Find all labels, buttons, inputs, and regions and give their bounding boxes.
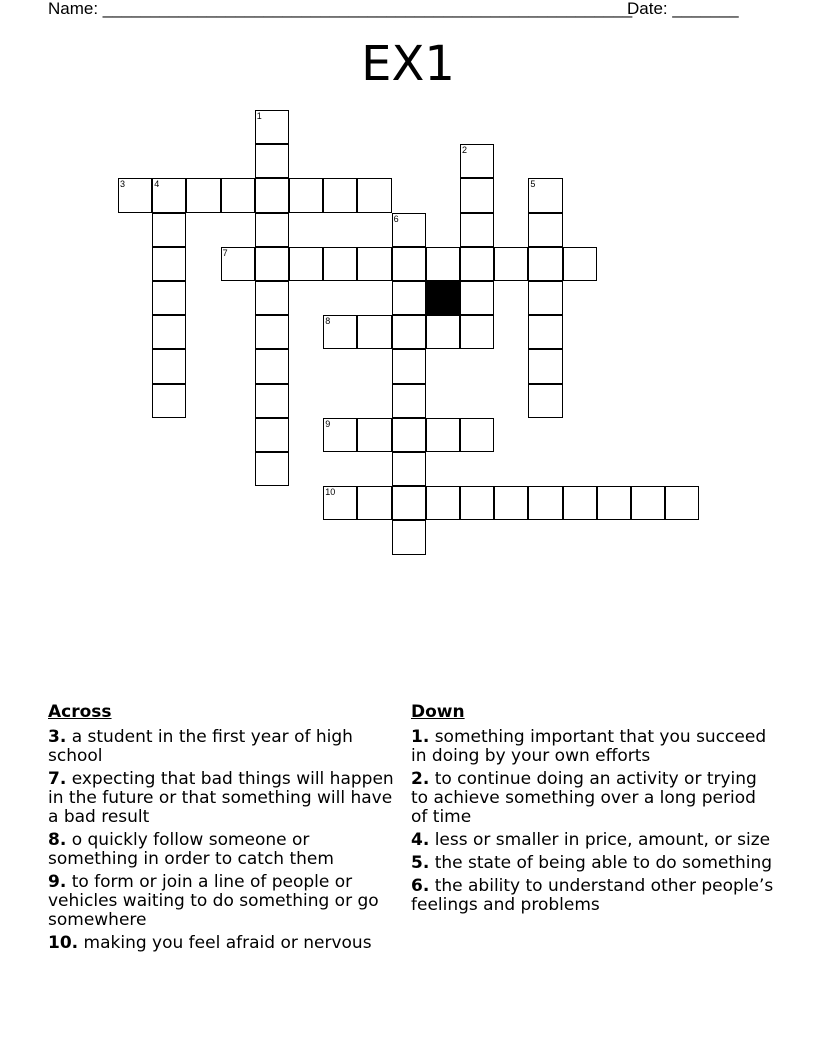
- crossword-cell[interactable]: [528, 486, 562, 520]
- crossword-cell[interactable]: [323, 418, 357, 452]
- crossword-cell[interactable]: [460, 315, 494, 349]
- crossword-cell[interactable]: [528, 213, 562, 247]
- crossword-cell[interactable]: [221, 178, 255, 212]
- crossword-cell[interactable]: [186, 178, 220, 212]
- crossword-cell[interactable]: [392, 349, 426, 383]
- crossword-cell[interactable]: [528, 247, 562, 281]
- clue-number: 6: [393, 213, 399, 224]
- clue-item-text: to form or join a line of people or vehicles waiting to do something or go somewhere: [48, 872, 379, 930]
- clue-item-text: something important that you succeed in doing by your own efforts: [411, 727, 767, 766]
- clue-item-number: 6.: [411, 876, 430, 896]
- crossword-cell[interactable]: [323, 315, 357, 349]
- crossword-cell[interactable]: [255, 281, 289, 315]
- crossword-cell[interactable]: [357, 315, 391, 349]
- clue-item-text: a student in the first year of high school: [48, 727, 353, 766]
- crossword-cell[interactable]: [528, 178, 562, 212]
- crossword-cell[interactable]: [255, 452, 289, 486]
- crossword-cell[interactable]: [152, 213, 186, 247]
- clue-item-number: 5.: [411, 853, 430, 873]
- date-field[interactable]: Date: _______: [627, 0, 739, 18]
- crossword-cell[interactable]: [357, 486, 391, 520]
- down-clues: [411, 703, 776, 919]
- clue-number: 9: [325, 418, 331, 429]
- crossword-cell[interactable]: [392, 281, 426, 315]
- crossword-cell[interactable]: [494, 247, 528, 281]
- crossword-cell[interactable]: [255, 110, 289, 144]
- clue-number: 1: [256, 111, 262, 121]
- clue-number: 8: [325, 316, 331, 327]
- clue-item-number: 7.: [48, 769, 67, 789]
- clue-item-text: less or smaller in price, amount, or size: [434, 830, 771, 850]
- across-clues: [48, 703, 403, 957]
- clue-item-number: 10.: [48, 933, 79, 953]
- clue-item-text: o quickly follow someone or something in order to catch them: [48, 830, 334, 869]
- clue-item: [411, 728, 776, 766]
- clue-item-text: to continue doing an activity or trying to achieve something over a long period of time: [411, 769, 757, 827]
- clue-item: [48, 873, 403, 930]
- crossword-cell[interactable]: [631, 486, 665, 520]
- crossword-cell[interactable]: [221, 247, 255, 281]
- crossword-cell[interactable]: [357, 418, 391, 452]
- clue-item: [411, 854, 776, 873]
- crossword-cell[interactable]: [289, 247, 323, 281]
- clue-item: [411, 770, 776, 827]
- crossword-black-square: [426, 281, 460, 315]
- clue-item-number: 1.: [411, 727, 430, 747]
- crossword-cell[interactable]: [255, 315, 289, 349]
- clue-number: 2: [462, 145, 468, 156]
- clue-item-text: making you feel afraid or nervous: [83, 933, 372, 953]
- clue-item-number: 9.: [48, 872, 67, 892]
- crossword-cell[interactable]: [255, 384, 289, 418]
- crossword-cell[interactable]: [528, 384, 562, 418]
- crossword-cell[interactable]: [528, 281, 562, 315]
- clue-number: 5: [530, 179, 536, 190]
- crossword-cell[interactable]: [323, 247, 357, 281]
- crossword-cell[interactable]: [255, 349, 289, 383]
- clue-item: [48, 728, 403, 766]
- clue-item-text: expecting that bad things will happen in the future or that something will have a bad result: [48, 769, 394, 827]
- name-field[interactable]: Name: ________________________________________________________: [48, 0, 633, 18]
- crossword-cell[interactable]: [460, 418, 494, 452]
- crossword-cell[interactable]: [460, 247, 494, 281]
- crossword-cell[interactable]: [426, 247, 460, 281]
- crossword-cell[interactable]: [426, 418, 460, 452]
- crossword-cell[interactable]: [118, 178, 152, 212]
- crossword-cell[interactable]: [426, 315, 460, 349]
- crossword-cell[interactable]: [152, 349, 186, 383]
- crossword-cell[interactable]: [528, 315, 562, 349]
- crossword-cell[interactable]: [597, 486, 631, 520]
- crossword-cell[interactable]: [460, 178, 494, 212]
- clue-item-text: the state of being able to do something: [434, 853, 773, 873]
- crossword-cell[interactable]: [563, 486, 597, 520]
- crossword-cell[interactable]: [152, 178, 186, 212]
- crossword-cell[interactable]: [392, 384, 426, 418]
- crossword-cell[interactable]: [323, 178, 357, 212]
- clue-number: 7: [222, 247, 228, 258]
- crossword-cell[interactable]: [255, 247, 289, 281]
- crossword-cell[interactable]: [563, 247, 597, 281]
- crossword-cell[interactable]: [152, 247, 186, 281]
- crossword-cell[interactable]: [392, 247, 426, 281]
- down-heading: Down: [411, 702, 465, 722]
- crossword-cell[interactable]: [392, 418, 426, 452]
- crossword-cell[interactable]: [323, 486, 357, 520]
- crossword-cell[interactable]: [494, 486, 528, 520]
- crossword-cell[interactable]: [665, 486, 699, 520]
- across-heading: Across: [48, 702, 112, 722]
- crossword-cell[interactable]: [460, 213, 494, 247]
- clue-item: [48, 831, 403, 869]
- crossword-cell[interactable]: [255, 418, 289, 452]
- clue-item: [411, 877, 776, 915]
- crossword-cell[interactable]: [392, 520, 426, 554]
- clue-item: [48, 770, 403, 827]
- clue-item-number: 2.: [411, 769, 430, 789]
- clue-number: 10: [325, 487, 336, 498]
- crossword-cell[interactable]: [357, 178, 391, 212]
- crossword-cell[interactable]: [357, 247, 391, 281]
- clue-item-text: the ability to understand other people’s feelings and problems: [411, 876, 774, 915]
- crossword-cell[interactable]: [392, 486, 426, 520]
- crossword-cell[interactable]: [392, 315, 426, 349]
- crossword-cell[interactable]: [255, 144, 289, 178]
- clue-item: [411, 831, 776, 850]
- crossword-cell[interactable]: [426, 486, 460, 520]
- crossword-cell[interactable]: [460, 144, 494, 178]
- clue-number: 3: [120, 179, 126, 190]
- clue-item-number: 4.: [411, 830, 430, 850]
- crossword-cell[interactable]: [255, 178, 289, 212]
- crossword-cell[interactable]: [289, 178, 323, 212]
- crossword-cell[interactable]: [460, 281, 494, 315]
- crossword-cell[interactable]: [152, 384, 186, 418]
- clue-number: 4: [154, 179, 160, 190]
- puzzle-title: EX1: [361, 36, 455, 92]
- clue-item-number: 8.: [48, 830, 67, 850]
- crossword-cell[interactable]: [152, 281, 186, 315]
- clue-item-number: 3.: [48, 727, 67, 747]
- crossword-cell[interactable]: [392, 452, 426, 486]
- crossword-cell[interactable]: [255, 213, 289, 247]
- clue-item: [48, 934, 403, 953]
- crossword-cell[interactable]: [152, 315, 186, 349]
- crossword-cell[interactable]: [528, 349, 562, 383]
- crossword-cell[interactable]: [392, 213, 426, 247]
- crossword-cell[interactable]: [460, 486, 494, 520]
